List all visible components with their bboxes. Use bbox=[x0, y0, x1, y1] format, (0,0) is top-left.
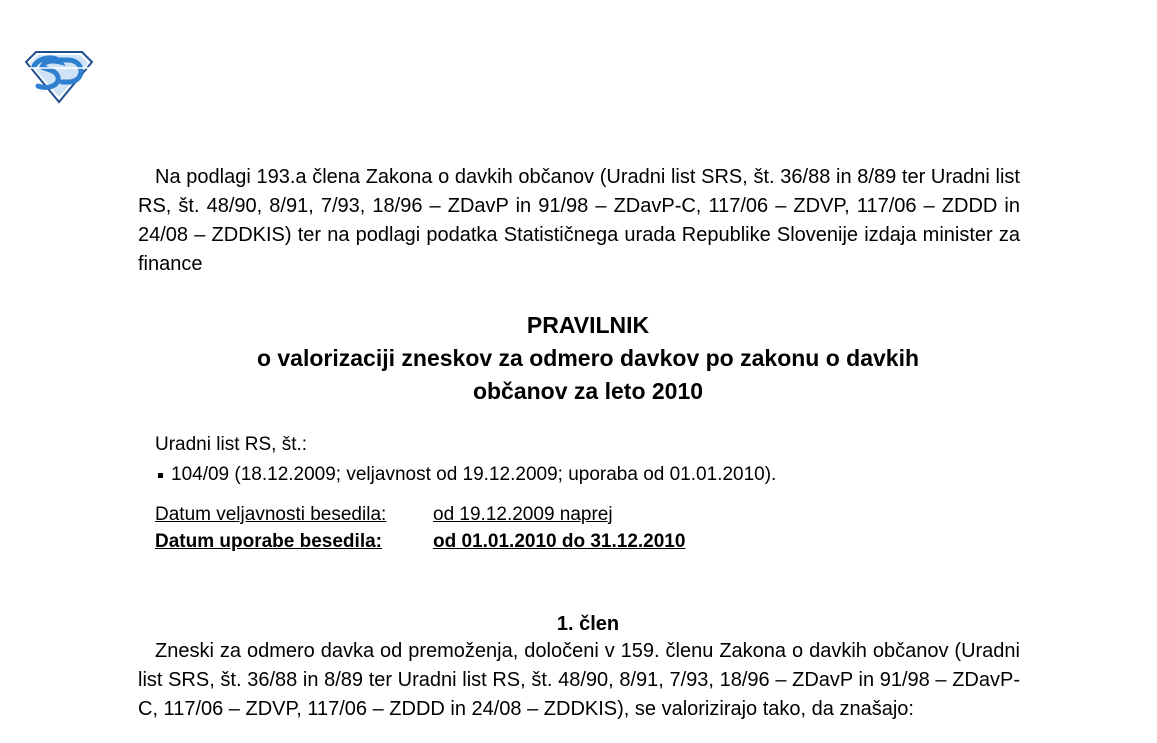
gazette-label: Uradni list RS, št.: bbox=[155, 434, 308, 455]
article-1-text: Zneski za odmero davka od premoženja, določeni v 159. členu Zakona o davkih občanov (Uradni list SRS, št. 36/88 in 8/89 ter Uradni list RS, št. 48/90, 8/91, 7/93, 18/96 – ZDavP in 91/98 – ZDavP-C, 117/06 – ZDVP, 117/06 – ZDDD in 24/08 – ZDDKIS), se valorizirajo tako, da znašajo: bbox=[138, 640, 1020, 720]
logo bbox=[22, 48, 96, 104]
title-line-3: občanov za leto 2010 bbox=[472, 378, 704, 404]
gazette-entry-item bbox=[155, 460, 1020, 490]
validity-label: Datum veljavnosti besedila: bbox=[155, 504, 387, 525]
diamond-logo-icon bbox=[22, 48, 96, 104]
validity-value: od 19.12.2009 naprej bbox=[433, 504, 613, 525]
use-row bbox=[155, 528, 1020, 555]
gazette-info bbox=[155, 430, 1020, 490]
text-dates bbox=[155, 501, 1020, 555]
document-page bbox=[138, 163, 1020, 724]
document-title bbox=[156, 309, 1020, 408]
use-value: od 01.01.2010 do 31.12.2010 bbox=[433, 531, 686, 552]
bullet-icon bbox=[158, 473, 163, 478]
article-1-heading: 1. člen bbox=[556, 613, 620, 635]
use-label: Datum uporabe besedila: bbox=[155, 531, 382, 552]
validity-row bbox=[155, 501, 1020, 528]
gazette-entry: 104/09 (18.12.2009; veljavnost od 19.12.2009; uporaba od 01.01.2010). bbox=[171, 464, 777, 485]
title-line-1: PRAVILNIK bbox=[526, 312, 650, 338]
title-line-2: o valorizaciji zneskov za odmero davkov po zakonu o davkih bbox=[256, 345, 920, 371]
intro-paragraph: Na podlagi 193.a člena Zakona o davkih občanov (Uradni list SRS, št. 36/88 in 8/89 ter Uradni list RS, št. 48/90, 8/91, 7/93, 18/96 – ZDavP in 91/98 – ZDavP-C, 117/06 – ZDVP, 117/06 – ZDDD in 24/08 – ZDDKIS) ter na podlagi podatka Statističnega urada Republike Slovenije izdaja minister za finance bbox=[138, 166, 1020, 275]
